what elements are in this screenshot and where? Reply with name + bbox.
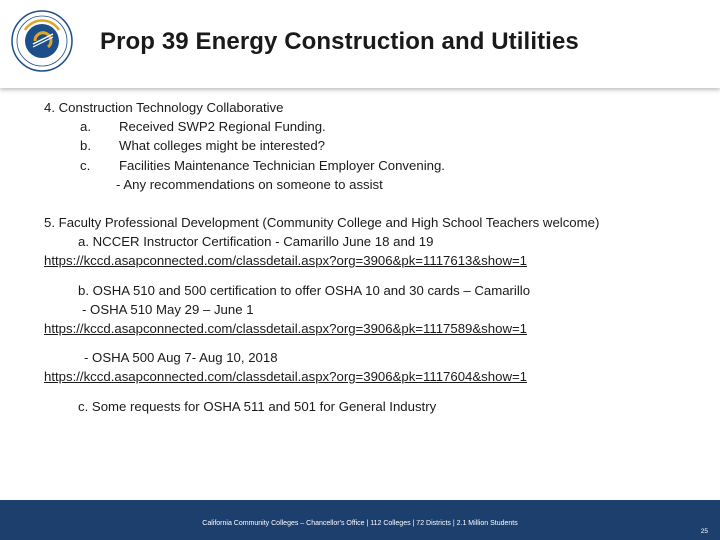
osha-510-registration-link[interactable]: https://kccd.asapconnected.com/classdetail.aspx?org=3906&pk=1117589&show=1	[44, 321, 528, 337]
slide-footer	[0, 500, 720, 540]
item-5b-text: b. OSHA 510 and 500 certification to offer OSHA 10 and 30 cards – Camarillo	[78, 282, 531, 298]
list-item-text: What colleges might be interested?	[119, 138, 325, 154]
osha-500-registration-link[interactable]: https://kccd.asapconnected.com/classdetail.aspx?org=3906&pk=1117604&show=1	[44, 369, 528, 385]
california-community-colleges-logo	[11, 10, 73, 72]
item-5-heading: 5. Faculty Professional Development (Community College and High School Teachers welcome)	[44, 215, 600, 231]
page-number: 25	[700, 528, 708, 535]
item-4b	[44, 136, 694, 155]
item-5c-text: c. Some requests for OSHA 511 and 501 for General Industry	[78, 398, 437, 414]
item-4-note: - Any recommendations on someone to assist	[116, 176, 383, 192]
item-5b-sub2: - OSHA 500 Aug 7- Aug 10, 2018	[84, 350, 278, 366]
nccer-registration-link[interactable]: https://kccd.asapconnected.com/classdetail.aspx?org=3906&pk=1117613&show=1	[44, 253, 528, 269]
list-marker: b.	[80, 138, 91, 154]
list-item-text: Received SWP2 Regional Funding.	[119, 119, 326, 135]
item-4a	[44, 117, 694, 136]
slide-title: Prop 39 Energy Construction and Utilities	[100, 28, 579, 55]
list-item-text: Facilities Maintenance Technician Employer Convening.	[119, 157, 445, 173]
list-marker: c.	[80, 157, 91, 173]
item-5a-text: a. NCCER Instructor Certification - Camarillo June 18 and 19	[78, 234, 434, 250]
slide-header	[0, 0, 720, 88]
slide-body	[44, 98, 694, 416]
list-marker: a.	[80, 119, 91, 135]
item-4-heading: 4. Construction Technology Collaborative	[44, 100, 284, 115]
item-5b-sub1: - OSHA 510 May 29 – June 1	[82, 301, 254, 317]
item-4c	[44, 156, 694, 175]
footer-text: California Community Colleges – Chancellor's Office | 112 Colleges | 72 Districts | 2.1 Million Students	[202, 520, 518, 527]
